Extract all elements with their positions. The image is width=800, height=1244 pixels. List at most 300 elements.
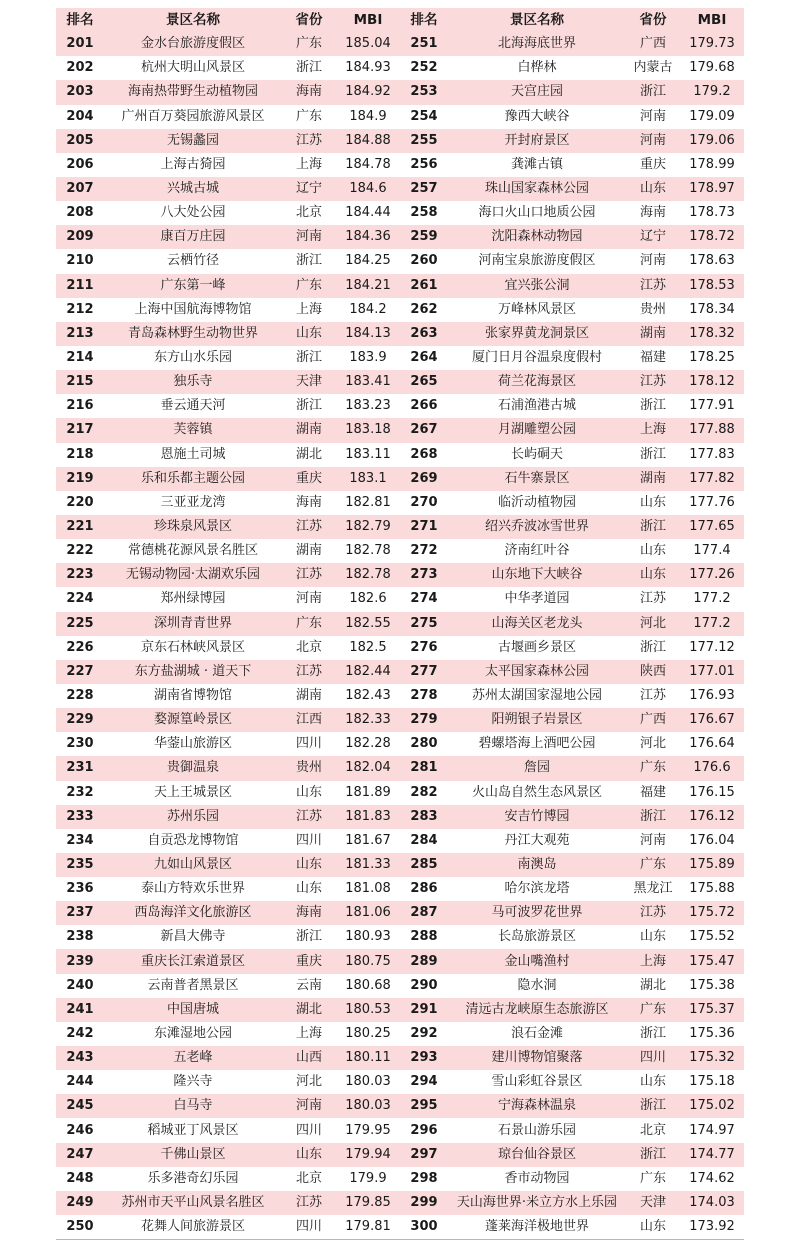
mbi-cell-right: 175.47 [689, 953, 735, 969]
mbi-cell-right: 175.02 [689, 1098, 735, 1114]
table-row [56, 949, 744, 973]
name-cell-left: 乐和乐都主题公园 [140, 470, 245, 486]
province-cell-left: 北京 [295, 205, 322, 221]
rank-cell-left: 250 [56, 1215, 104, 1240]
mbi-cell-right: 177.4 [693, 543, 731, 559]
rank-cell-right: 252 [410, 60, 438, 76]
table-row [56, 781, 744, 805]
province-cell-right: 福建 [639, 350, 666, 366]
table-row [56, 153, 744, 177]
province-cell-right: 山东 [639, 494, 666, 510]
province-cell-left: 河北 [295, 1074, 322, 1090]
name-cell-right: 清远古龙峡原生态旅游区 [465, 1001, 609, 1017]
header-rank-right: 排名 [400, 8, 448, 32]
province-cell-right: 贵州 [639, 301, 666, 317]
header-province-left: 省份 [282, 8, 336, 32]
rank-cell-right: 281 [410, 760, 438, 776]
mbi-cell-right: 177.88 [689, 422, 735, 438]
mbi-cell-left: 184.21 [345, 277, 391, 293]
province-cell-right: 广东 [639, 1170, 666, 1186]
mbi-cell-left: 183.9 [349, 350, 387, 366]
mbi-cell-left: 181.33 [345, 856, 391, 872]
rank-cell-right: 283 [410, 808, 438, 824]
table-row [56, 998, 744, 1022]
name-cell-left: 云南普者黑景区 [147, 977, 239, 993]
province-cell-right: 河北 [639, 736, 666, 752]
mbi-cell-left: 184.9 [349, 108, 387, 124]
province-cell-left: 江苏 [295, 1194, 322, 1210]
rank-cell-left: 247 [66, 1146, 94, 1162]
table-row [56, 80, 744, 104]
table-row [56, 1215, 744, 1240]
mbi-cell-right: 176.12 [689, 808, 735, 824]
mbi-cell-left: 180.03 [345, 1074, 391, 1090]
mbi-cell-right: 177.2 [693, 615, 731, 631]
header-mbi-left: MBI [336, 8, 400, 32]
province-cell-left: 河南 [295, 591, 322, 607]
name-cell-left: 九如山风景区 [153, 856, 232, 872]
mbi-cell-left: 181.06 [345, 905, 391, 921]
table-row [56, 418, 744, 442]
province-cell-left: 江苏 [295, 132, 322, 148]
header-mbi-right: MBI [680, 8, 744, 32]
name-cell-left: 独乐寺 [173, 374, 213, 390]
rank-cell-left: 239 [66, 953, 94, 969]
table-row [56, 539, 744, 563]
mbi-cell-left: 185.04 [345, 36, 391, 52]
province-cell-right: 湖南 [639, 325, 666, 341]
table-row [56, 805, 744, 829]
rank-cell-left: 209 [66, 229, 94, 245]
mbi-cell-right: 177.2 [693, 591, 731, 607]
rank-cell-left: 206 [66, 156, 94, 172]
table-row [56, 636, 744, 660]
name-cell-left: 婺源篁岭景区 [153, 712, 232, 728]
province-cell-left: 浙江 [295, 253, 322, 269]
rank-cell-left: 235 [66, 856, 94, 872]
rank-cell-left: 249 [66, 1194, 94, 1210]
province-cell-right: 江苏 [639, 591, 666, 607]
province-cell-right: 广东 [639, 1001, 666, 1017]
table-row [56, 1070, 744, 1094]
rank-cell-right: 257 [410, 181, 438, 197]
mbi-cell-right: 175.18 [689, 1074, 735, 1090]
name-cell-right: 长岛旅游景区 [497, 929, 576, 945]
name-cell-left: 重庆长江索道景区 [140, 953, 245, 969]
name-cell-left: 广州百万葵园旅游风景区 [121, 108, 265, 124]
name-cell-left: 三亚亚龙湾 [160, 494, 226, 510]
mbi-cell-left: 181.83 [345, 808, 391, 824]
name-cell-right: 古堰画乡景区 [497, 639, 576, 655]
table-row [56, 491, 744, 515]
name-cell-left: 京东石林峡风景区 [140, 639, 245, 655]
rank-cell-right: 260 [410, 253, 438, 269]
name-cell-right: 建川博物馆聚落 [491, 1050, 583, 1066]
name-cell-right: 石牛寨景区 [504, 470, 570, 486]
name-cell-right: 中华孝道园 [504, 591, 570, 607]
mbi-cell-left: 182.81 [345, 494, 391, 510]
rank-cell-right: 264 [410, 350, 438, 366]
rank-cell-right: 275 [410, 615, 438, 631]
mbi-cell-left: 182.55 [345, 615, 391, 631]
rank-cell-right: 299 [410, 1194, 438, 1210]
mbi-cell-right: 178.12 [689, 374, 735, 390]
name-cell-right: 火山岛自然生态风景区 [471, 784, 602, 800]
province-cell-left: 海南 [295, 905, 322, 921]
mbi-cell-right: 174.97 [689, 1122, 735, 1138]
rank-cell-right: 279 [410, 712, 438, 728]
province-cell-left: 浙江 [295, 398, 322, 414]
mbi-cell-left: 184.36 [345, 229, 391, 245]
mbi-cell-left: 179.9 [349, 1170, 387, 1186]
mbi-cell-left: 179.85 [345, 1194, 391, 1210]
table-row [56, 684, 744, 708]
table-row [56, 1094, 744, 1118]
mbi-cell-left: 182.78 [345, 543, 391, 559]
name-cell-left: 华蓥山旅游区 [153, 736, 232, 752]
province-cell-right: 广西 [639, 36, 666, 52]
rank-cell-left: 226 [66, 639, 94, 655]
mbi-cell-left: 180.11 [345, 1050, 391, 1066]
name-cell-left: 千佛山景区 [160, 1146, 226, 1162]
table-row [56, 370, 744, 394]
rank-cell-right: 288 [410, 929, 438, 945]
rank-cell-left: 233 [66, 808, 94, 824]
table-row [56, 901, 744, 925]
name-cell-right: 临沂动植物园 [497, 494, 576, 510]
rank-cell-right: 261 [410, 277, 438, 293]
mbi-cell-left: 184.6 [349, 181, 387, 197]
table-row [56, 756, 744, 780]
name-cell-right: 张家界黄龙洞景区 [484, 325, 589, 341]
name-cell-left: 自贡恐龙博物馆 [147, 832, 239, 848]
mbi-cell-right: 178.34 [689, 301, 735, 317]
rank-cell-right: 256 [410, 156, 438, 172]
name-cell-left: 苏州乐园 [166, 808, 219, 824]
name-cell-right: 厦门日月谷温泉度假村 [471, 350, 602, 366]
rank-cell-right: 295 [410, 1098, 438, 1114]
table-row [56, 467, 744, 491]
mbi-cell-left: 182.79 [345, 519, 391, 535]
table-row [56, 1143, 744, 1167]
name-cell-right: 香市动物园 [504, 1170, 570, 1186]
rank-cell-right: 276 [410, 639, 438, 655]
mbi-cell-right: 177.65 [689, 519, 735, 535]
province-cell-left: 贵州 [295, 760, 322, 776]
province-cell-left: 湖南 [295, 688, 322, 703]
name-cell-left: 乐多港奇幻乐园 [147, 1170, 239, 1186]
rank-cell-right: 251 [410, 36, 438, 52]
rank-cell-left: 240 [66, 977, 94, 993]
name-cell-left: 无锡动物园·太湖欢乐园 [125, 567, 261, 583]
mbi-cell-right: 178.25 [689, 350, 735, 366]
province-cell-left: 湖北 [295, 1001, 322, 1017]
name-cell-left: 兴城古城 [166, 181, 219, 197]
table-row [56, 322, 744, 346]
mbi-cell-left: 181.89 [345, 784, 391, 800]
province-cell-left: 山东 [295, 881, 322, 897]
name-cell-right: 詹园 [523, 760, 550, 776]
mbi-cell-right: 177.26 [689, 567, 735, 583]
mbi-cell-left: 183.1 [349, 470, 387, 486]
province-cell-left: 山东 [295, 856, 322, 872]
rank-cell-left: 205 [66, 132, 94, 148]
rank-cell-right: 258 [410, 205, 438, 221]
mbi-cell-left: 180.75 [345, 953, 391, 969]
mbi-cell-right: 179.06 [689, 132, 735, 148]
mbi-cell-right: 179.2 [693, 84, 731, 100]
rank-cell-right: 262 [410, 301, 438, 317]
mbi-cell-right: 176.04 [689, 832, 735, 848]
name-cell-right: 马可波罗花世界 [491, 905, 583, 921]
name-cell-right: 长屿硐天 [510, 446, 563, 462]
table-row [56, 660, 744, 684]
name-cell-right: 万峰林风景区 [497, 301, 576, 317]
mbi-cell-left: 180.68 [345, 977, 391, 993]
province-cell-left: 上海 [295, 156, 322, 172]
rank-cell-right: 289 [410, 953, 438, 969]
mbi-cell-left: 182.43 [345, 688, 391, 703]
mbi-cell-left: 184.25 [345, 253, 391, 269]
rank-cell-right: 259 [410, 229, 438, 245]
table-row [56, 201, 744, 225]
mbi-cell-left: 184.93 [345, 60, 391, 76]
province-cell-left: 海南 [295, 494, 322, 510]
table-row [56, 177, 744, 201]
table-row [56, 1118, 744, 1142]
table-row [56, 56, 744, 80]
name-cell-left: 苏州市天平山风景名胜区 [121, 1194, 265, 1210]
rank-cell-right: 284 [410, 832, 438, 848]
table-row [56, 708, 744, 732]
name-cell-right: 开封府景区 [504, 132, 570, 148]
name-cell-right: 北海海底世界 [497, 36, 576, 52]
rank-cell-left: 228 [66, 688, 94, 703]
rank-cell-left: 214 [66, 350, 94, 366]
rank-cell-right: 290 [410, 977, 438, 993]
header-province-right: 省份 [626, 8, 680, 32]
province-cell-right: 浙江 [639, 398, 666, 414]
name-cell-left: 隆兴寺 [173, 1074, 213, 1090]
table-row [56, 346, 744, 370]
province-cell-left: 海南 [295, 84, 322, 100]
mbi-cell-right: 178.32 [689, 325, 735, 341]
name-cell-right: 月湖雕塑公园 [497, 422, 576, 438]
rank-cell-left: 242 [66, 1025, 94, 1041]
rank-cell-left: 201 [66, 36, 94, 52]
name-cell-right: 海口火山口地质公园 [478, 205, 596, 221]
mbi-cell-left: 184.78 [345, 156, 391, 172]
name-cell-left: 花舞人间旅游景区 [104, 1215, 282, 1240]
mbi-cell-right: 175.36 [689, 1025, 735, 1041]
name-cell-right: 宁海森林温泉 [497, 1098, 576, 1114]
province-cell-right: 内蒙古 [633, 60, 673, 76]
province-cell-left: 山东 [295, 1146, 322, 1162]
province-cell-right: 山东 [626, 1215, 680, 1240]
name-cell-right: 苏州太湖国家湿地公园 [471, 688, 602, 703]
rank-cell-left: 221 [66, 519, 94, 535]
province-cell-right: 山东 [639, 1074, 666, 1090]
rank-cell-left: 217 [66, 422, 94, 438]
mbi-cell-right: 173.92 [680, 1215, 744, 1240]
name-cell-left: 金水台旅游度假区 [140, 36, 245, 52]
rank-cell-left: 229 [66, 712, 94, 728]
table-row [56, 612, 744, 636]
name-cell-right: 南澳岛 [517, 856, 557, 872]
mbi-cell-left: 182.04 [345, 760, 391, 776]
mbi-cell-right: 177.82 [689, 470, 735, 486]
name-cell-left: 五老峰 [173, 1050, 213, 1066]
province-cell-right: 上海 [639, 953, 666, 969]
name-cell-left: 郑州绿博园 [160, 591, 226, 607]
name-cell-right: 龚滩古镇 [510, 156, 563, 172]
rank-cell-left: 204 [66, 108, 94, 124]
table-row [56, 443, 744, 467]
province-cell-right: 海南 [639, 205, 666, 221]
name-cell-right: 碧螺塔海上酒吧公园 [478, 736, 596, 752]
name-cell-right: 珠山国家森林公园 [484, 181, 589, 197]
rank-cell-right: 277 [410, 663, 438, 679]
table-row [56, 587, 744, 611]
province-cell-right: 河北 [639, 615, 666, 631]
mbi-cell-right: 179.73 [689, 36, 735, 52]
rank-cell-right: 287 [410, 905, 438, 921]
province-cell-left: 浙江 [295, 350, 322, 366]
name-cell-left: 上海古猗园 [160, 156, 226, 172]
rank-cell-left: 218 [66, 446, 94, 462]
name-cell-right: 金山嘴渔村 [504, 953, 570, 969]
province-cell-right: 上海 [639, 422, 666, 438]
province-cell-left: 江苏 [295, 567, 322, 583]
name-cell-right: 山东地下大峡谷 [491, 567, 583, 583]
province-cell-right: 山东 [639, 567, 666, 583]
mbi-cell-left: 182.5 [349, 639, 387, 655]
mbi-cell-right: 177.76 [689, 494, 735, 510]
rank-cell-right: 280 [410, 736, 438, 752]
mbi-cell-left: 184.2 [349, 301, 387, 317]
province-cell-right: 浙江 [639, 519, 666, 535]
table-row [56, 515, 744, 539]
province-cell-right: 山东 [639, 543, 666, 559]
mbi-cell-right: 175.72 [689, 905, 735, 921]
name-cell-left: 上海中国航海博物馆 [134, 301, 252, 317]
rank-cell-left: 236 [66, 881, 94, 897]
province-cell-right: 浙江 [639, 808, 666, 824]
province-cell-left: 湖北 [295, 446, 322, 462]
mbi-cell-right: 178.63 [689, 253, 735, 269]
rank-cell-right: 265 [410, 374, 438, 390]
rank-cell-left: 237 [66, 905, 94, 921]
name-cell-right: 天山海世界·米立方水上乐园 [456, 1194, 618, 1210]
rank-cell-right: 282 [410, 784, 438, 800]
mbi-cell-left: 179.95 [345, 1122, 391, 1138]
table-row [56, 1046, 744, 1070]
province-cell-left: 四川 [282, 1215, 336, 1240]
name-cell-right: 沈阳森林动物园 [491, 229, 583, 245]
rank-cell-right: 298 [410, 1170, 438, 1186]
name-cell-left: 西岛海洋文化旅游区 [134, 905, 252, 921]
mbi-cell-right: 175.88 [689, 881, 735, 897]
rank-cell-right: 297 [410, 1146, 438, 1162]
rank-cell-right: 285 [410, 856, 438, 872]
name-cell-right: 绍兴乔波冰雪世界 [484, 519, 589, 535]
province-cell-right: 河南 [639, 108, 666, 124]
mbi-cell-right: 176.93 [689, 688, 735, 703]
province-cell-left: 山东 [295, 784, 322, 800]
province-cell-right: 浙江 [639, 1025, 666, 1041]
province-cell-right: 浙江 [639, 446, 666, 462]
rank-cell-left: 246 [66, 1122, 94, 1138]
mbi-cell-right: 175.32 [689, 1050, 735, 1066]
name-cell-left: 东滩湿地公园 [153, 1025, 232, 1041]
rank-cell-right: 271 [410, 519, 438, 535]
province-cell-right: 河南 [639, 832, 666, 848]
rank-cell-right: 300 [400, 1215, 448, 1240]
name-cell-right: 石景山游乐园 [497, 1122, 576, 1138]
province-cell-right: 浙江 [639, 1098, 666, 1114]
name-cell-left: 广东第一峰 [160, 277, 226, 293]
name-cell-left: 东方盐湖城 · 道天下 [134, 663, 252, 679]
mbi-cell-right: 175.37 [689, 1001, 735, 1017]
table-row [56, 298, 744, 322]
rank-cell-left: 213 [66, 325, 94, 341]
mbi-cell-left: 180.25 [345, 1025, 391, 1041]
header-name-right: 景区名称 [448, 8, 626, 32]
province-cell-right: 山东 [639, 181, 666, 197]
rank-cell-left: 208 [66, 205, 94, 221]
rank-cell-left: 227 [66, 663, 94, 679]
province-cell-right: 北京 [639, 1122, 666, 1138]
table-row [56, 974, 744, 998]
name-cell-left: 云栖竹径 [166, 253, 219, 269]
province-cell-left: 江苏 [295, 519, 322, 535]
province-cell-left: 湖南 [295, 422, 322, 438]
province-cell-left: 四川 [295, 1122, 322, 1138]
name-cell-right: 石浦渔港古城 [497, 398, 576, 414]
mbi-cell-right: 175.89 [689, 856, 735, 872]
name-cell-left: 八大处公园 [160, 205, 226, 221]
province-cell-right: 江苏 [639, 374, 666, 390]
rank-cell-left: 245 [66, 1098, 94, 1114]
table-row [56, 274, 744, 298]
province-cell-left: 云南 [295, 977, 322, 993]
province-cell-right: 黑龙江 [633, 881, 673, 897]
rank-cell-left: 216 [66, 398, 94, 414]
name-cell-left: 海南热带野生动植物园 [127, 84, 258, 100]
rank-cell-left: 202 [66, 60, 94, 76]
rank-cell-right: 292 [410, 1025, 438, 1041]
mbi-cell-right: 177.01 [689, 663, 735, 679]
name-cell-right: 琼台仙谷景区 [497, 1146, 576, 1162]
province-cell-left: 河南 [295, 1098, 322, 1114]
province-cell-left: 江西 [295, 712, 322, 728]
name-cell-left: 泰山方特欢乐世界 [140, 881, 245, 897]
mbi-cell-right: 177.91 [689, 398, 735, 414]
name-cell-right: 河南宝泉旅游度假区 [478, 253, 596, 269]
province-cell-right: 浙江 [639, 84, 666, 100]
rank-cell-right: 266 [410, 398, 438, 414]
rank-cell-left: 224 [66, 591, 94, 607]
name-cell-right: 丹江大观苑 [504, 832, 570, 848]
province-cell-right: 广东 [639, 760, 666, 776]
rank-cell-right: 253 [410, 84, 438, 100]
rank-cell-left: 207 [66, 181, 94, 197]
rank-cell-left: 244 [66, 1074, 94, 1090]
province-cell-left: 北京 [295, 639, 322, 655]
table-row [56, 105, 744, 129]
rank-cell-left: 210 [66, 253, 94, 269]
rank-cell-left: 215 [66, 374, 94, 390]
